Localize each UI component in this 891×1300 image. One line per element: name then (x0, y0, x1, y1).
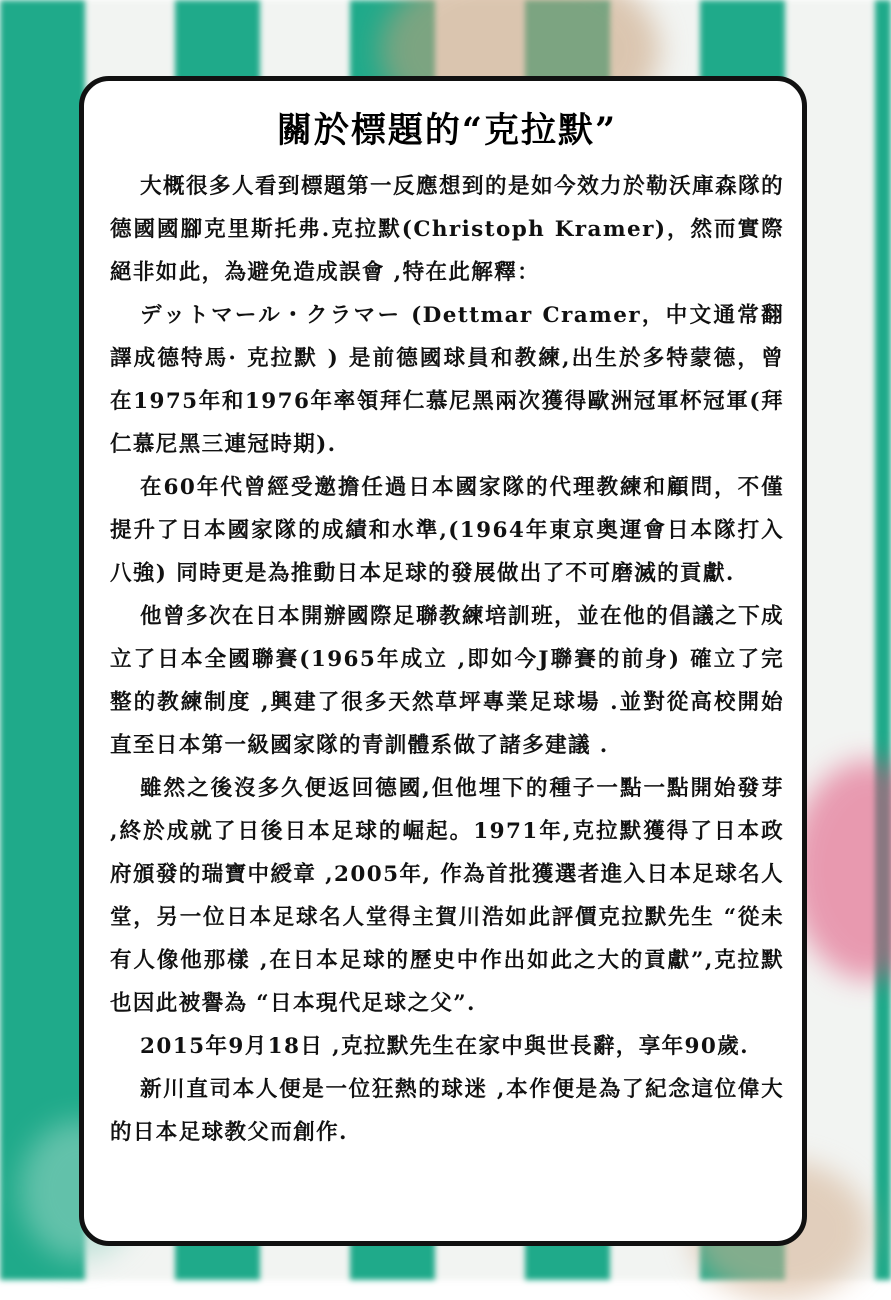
paragraph: 雖然之後沒多久便返回德國,但他埋下的種子一點一點開始發芽 ,終於成就了日後日本足球的崛起。1971年,克拉默獲得了日本政府頒發的瑞寶中綬章 ,2005年, 作為首批獲選者進入日本足球名人堂，另一位日本足球名人堂得主賀川浩如此評價克拉默先生 “從未有人像他那樣 ,在日本足球的歷史中作出如此之大的貢獻”,克拉默也因此被譽為 “日本現代足球之父”. (110, 776, 784, 1016)
paragraph: デットマール・クラマー (Dettmar Cramer，中文通常翻譯成德特馬· 克拉默 ) 是前德國球員和教練,出生於多特蒙德，曾在1975年和1976年率領拜仁慕尼黑兩次獲得歐洲冠軍杯冠軍(拜仁慕尼黑三連冠時期). (110, 303, 784, 457)
paragraph: 2015年9月18日 ,克拉默先生在家中與世長辭，享年90歲. (140, 1034, 749, 1059)
card-title: 關於標題的“克拉默” (276, 110, 618, 151)
paragraph: 他曾多次在日本開辦國際足聯教練培訓班，並在他的倡議之下成立了日本全國聯賽(1965年成立 ,即如今J聯賽的前身) 確立了完整的教練制度 ,興建了很多天然草坪專業足球場 .並對從高校開始直至日本第一級國家隊的青訓體系做了諸多建議 . (110, 604, 784, 758)
paragraph: 大概很多人看到標題第一反應想到的是如今效力於勒沃庫森隊的德國國腳克里斯托弗.克拉默(Christoph Kramer)，然而實際絕非如此，為避免造成誤會 ,特在此解釋： (110, 174, 784, 285)
paragraph: 新川直司本人便是一位狂熱的球迷 ,本作便是為了紀念這位偉大的日本足球教父而創作. (110, 1077, 784, 1145)
text-card (79, 76, 807, 1246)
paragraph: 在60年代曾經受邀擔任過日本國家隊的代理教練和顧問，不僅提升了日本國家隊的成績和水準,(1964年東京奥運會日本隊打入八強) 同時更是為推動日本足球的發展做出了不可磨滅的貢獻. (110, 475, 784, 586)
